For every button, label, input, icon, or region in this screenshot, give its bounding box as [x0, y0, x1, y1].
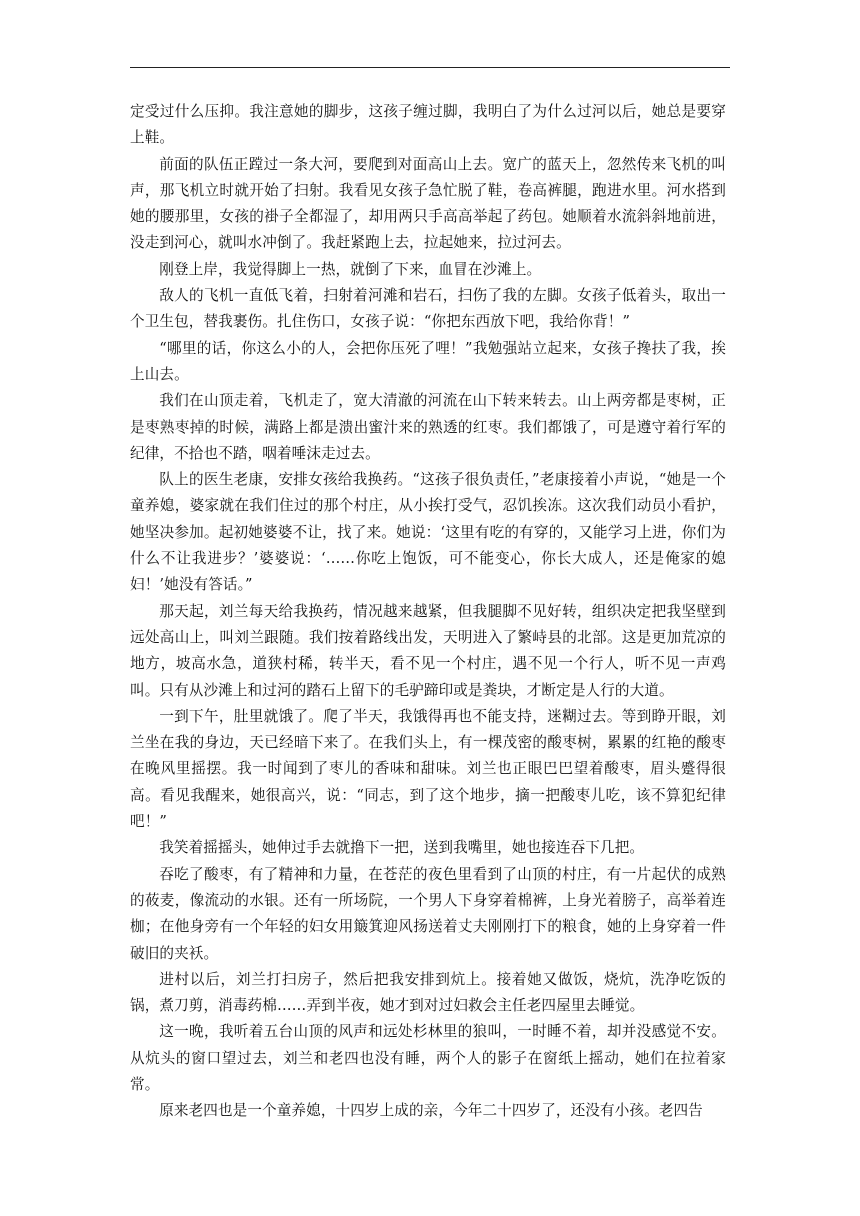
paragraph-12: 进村以后，刘兰打扫房子，然后把我安排到炕上。接着她又做饭，烧炕，洗净吃饭的锅，煮刀剪，消毒药棉……弄到半夜，她才到对过妇救会主任老四屋里去睡觉。 [130, 970, 726, 1015]
paragraph-3: 刚登上岸，我觉得脚上一热，就倒了下来，血冒在沙滩上。 [159, 260, 542, 278]
page-body [130, 99, 726, 1125]
paragraph-6: 我们在山顶走着，飞机走了，宽大清澈的河流在山下转来转去。山上两旁都是枣树，正是枣熟枣掉的时候，满路上都是溃出蜜汁来的熟透的红枣。我们都饿了，可是遵守着行军的纪律，不拾也不踏，咽着唾沫走过去。 [130, 392, 726, 462]
paragraph-8: 那天起，刘兰每天给我换药，情况越来越紧，但我腿脚不见好转，组织决定把我坚壁到远处高山上，叫刘兰跟随。我们按着路线出发，天明进入了繁峙县的北部。这是更加荒凉的地方，坡高水急，道狭村稀，转半天，看不见一个村庄，遇不见一个行人，听不见一声鸡叫。只有从沙滩上和过河的踏石上留下的毛驴蹄印或是粪块，才断定是人行的大道。 [130, 602, 726, 699]
paragraph-9: 一到下午，肚里就饿了。爬了半天，我饿得再也不能支持，迷糊过去。等到睁开眼，刘兰坐在我的身边，天已经暗下来了。在我们头上，有一棵茂密的酸枣树，累累的红艳的酸枣在晚风里摇摆。我一时闻到了枣儿的香味和甜味。刘兰也正眼巴巴望着酸枣，眉头蹙得很高。看见我醒来，她很高兴，说：“同志，到了这个地步，摘一把酸枣儿吃，该不算犯纪律吧！” [130, 707, 726, 831]
paragraph-13: 这一晚，我听着五台山顶的风声和远处杉林里的狼叫，一时睡不着，却并没感觉不安。从炕头的窗口望过去，刘兰和老四也没有睡，两个人的影子在窗纸上摇动，她们在拉着家常。 [130, 1023, 726, 1093]
paragraph-10: 我笑着摇摇头，她伸过手去就撸下一把，送到我嘴里，她也接连吞下几把。 [159, 839, 645, 857]
paragraph-11: 吞吃了酸枣，有了精神和力量，在苍茫的夜色里看到了山顶的村庄，有一片起伏的成熟的莜麦，像流动的水银。还有一所场院，一个男人下身穿着棉裤，上身光着膀子，高举着连枷；在他身旁有一个年轻的妇女用簸箕迎风扬送着丈夫刚刚打下的粮食，她的上身穿着一件破旧的夹袄。 [130, 865, 726, 962]
paragraph-14: 原来老四也是一个童养媳，十四岁上成的亲，今年二十四岁了，还没有小孩。老四告 [159, 1102, 703, 1120]
header-rule [130, 67, 730, 68]
paragraph-4: 敌人的飞机一直低飞着，扫射着河滩和岩石，扫伤了我的左脚。女孩子低着头，取出一个卫生包，替我裹伤。扎住伤口，女孩子说：“你把东西放下吧，我给你背！” [130, 287, 726, 331]
paragraph-5: “哪里的话，你这么小的人，会把你压死了哩！”我勉强站立起来，女孩子搀扶了我，挨上山去。 [130, 339, 726, 383]
paragraph-7: 队上的医生老康，安排女孩给我换药。“这孩子很负责任，”老康接着小声说，“她是一个童养媳，婆家就在我们住过的那个村庄，从小挨打受气，忍饥挨冻。这次我们动员小看护，她坚决参加。起初她婆婆不让，找了来。她说：‘这里有吃的有穿的，又能学习上进，你们为什么不让我进步？’婆婆说：‘……你吃上饱饭，可不能变心，你长大成人，还是俺家的媳妇！’她没有答话。” [130, 471, 726, 594]
paragraph-1: 定受过什么压抑。我注意她的脚步，这孩子缠过脚，我明白了为什么过河以后，她总是要穿上鞋。 [130, 103, 726, 147]
paragraph-2: 前面的队伍正蹚过一条大河，要爬到对面高山上去。宽广的蓝天上，忽然传来飞机的叫声，那飞机立时就开始了扫射。我看见女孩子急忙脱了鞋，卷高裤腿，跑进水里。河水搭到她的腰那里，女孩的褂子全都湿了，却用两只手高高举起了药包。她顺着水流斜斜地前进，没走到河心，就叫水冲倒了。我赶紧跑上去，拉起她来，拉过河去。 [130, 155, 726, 252]
